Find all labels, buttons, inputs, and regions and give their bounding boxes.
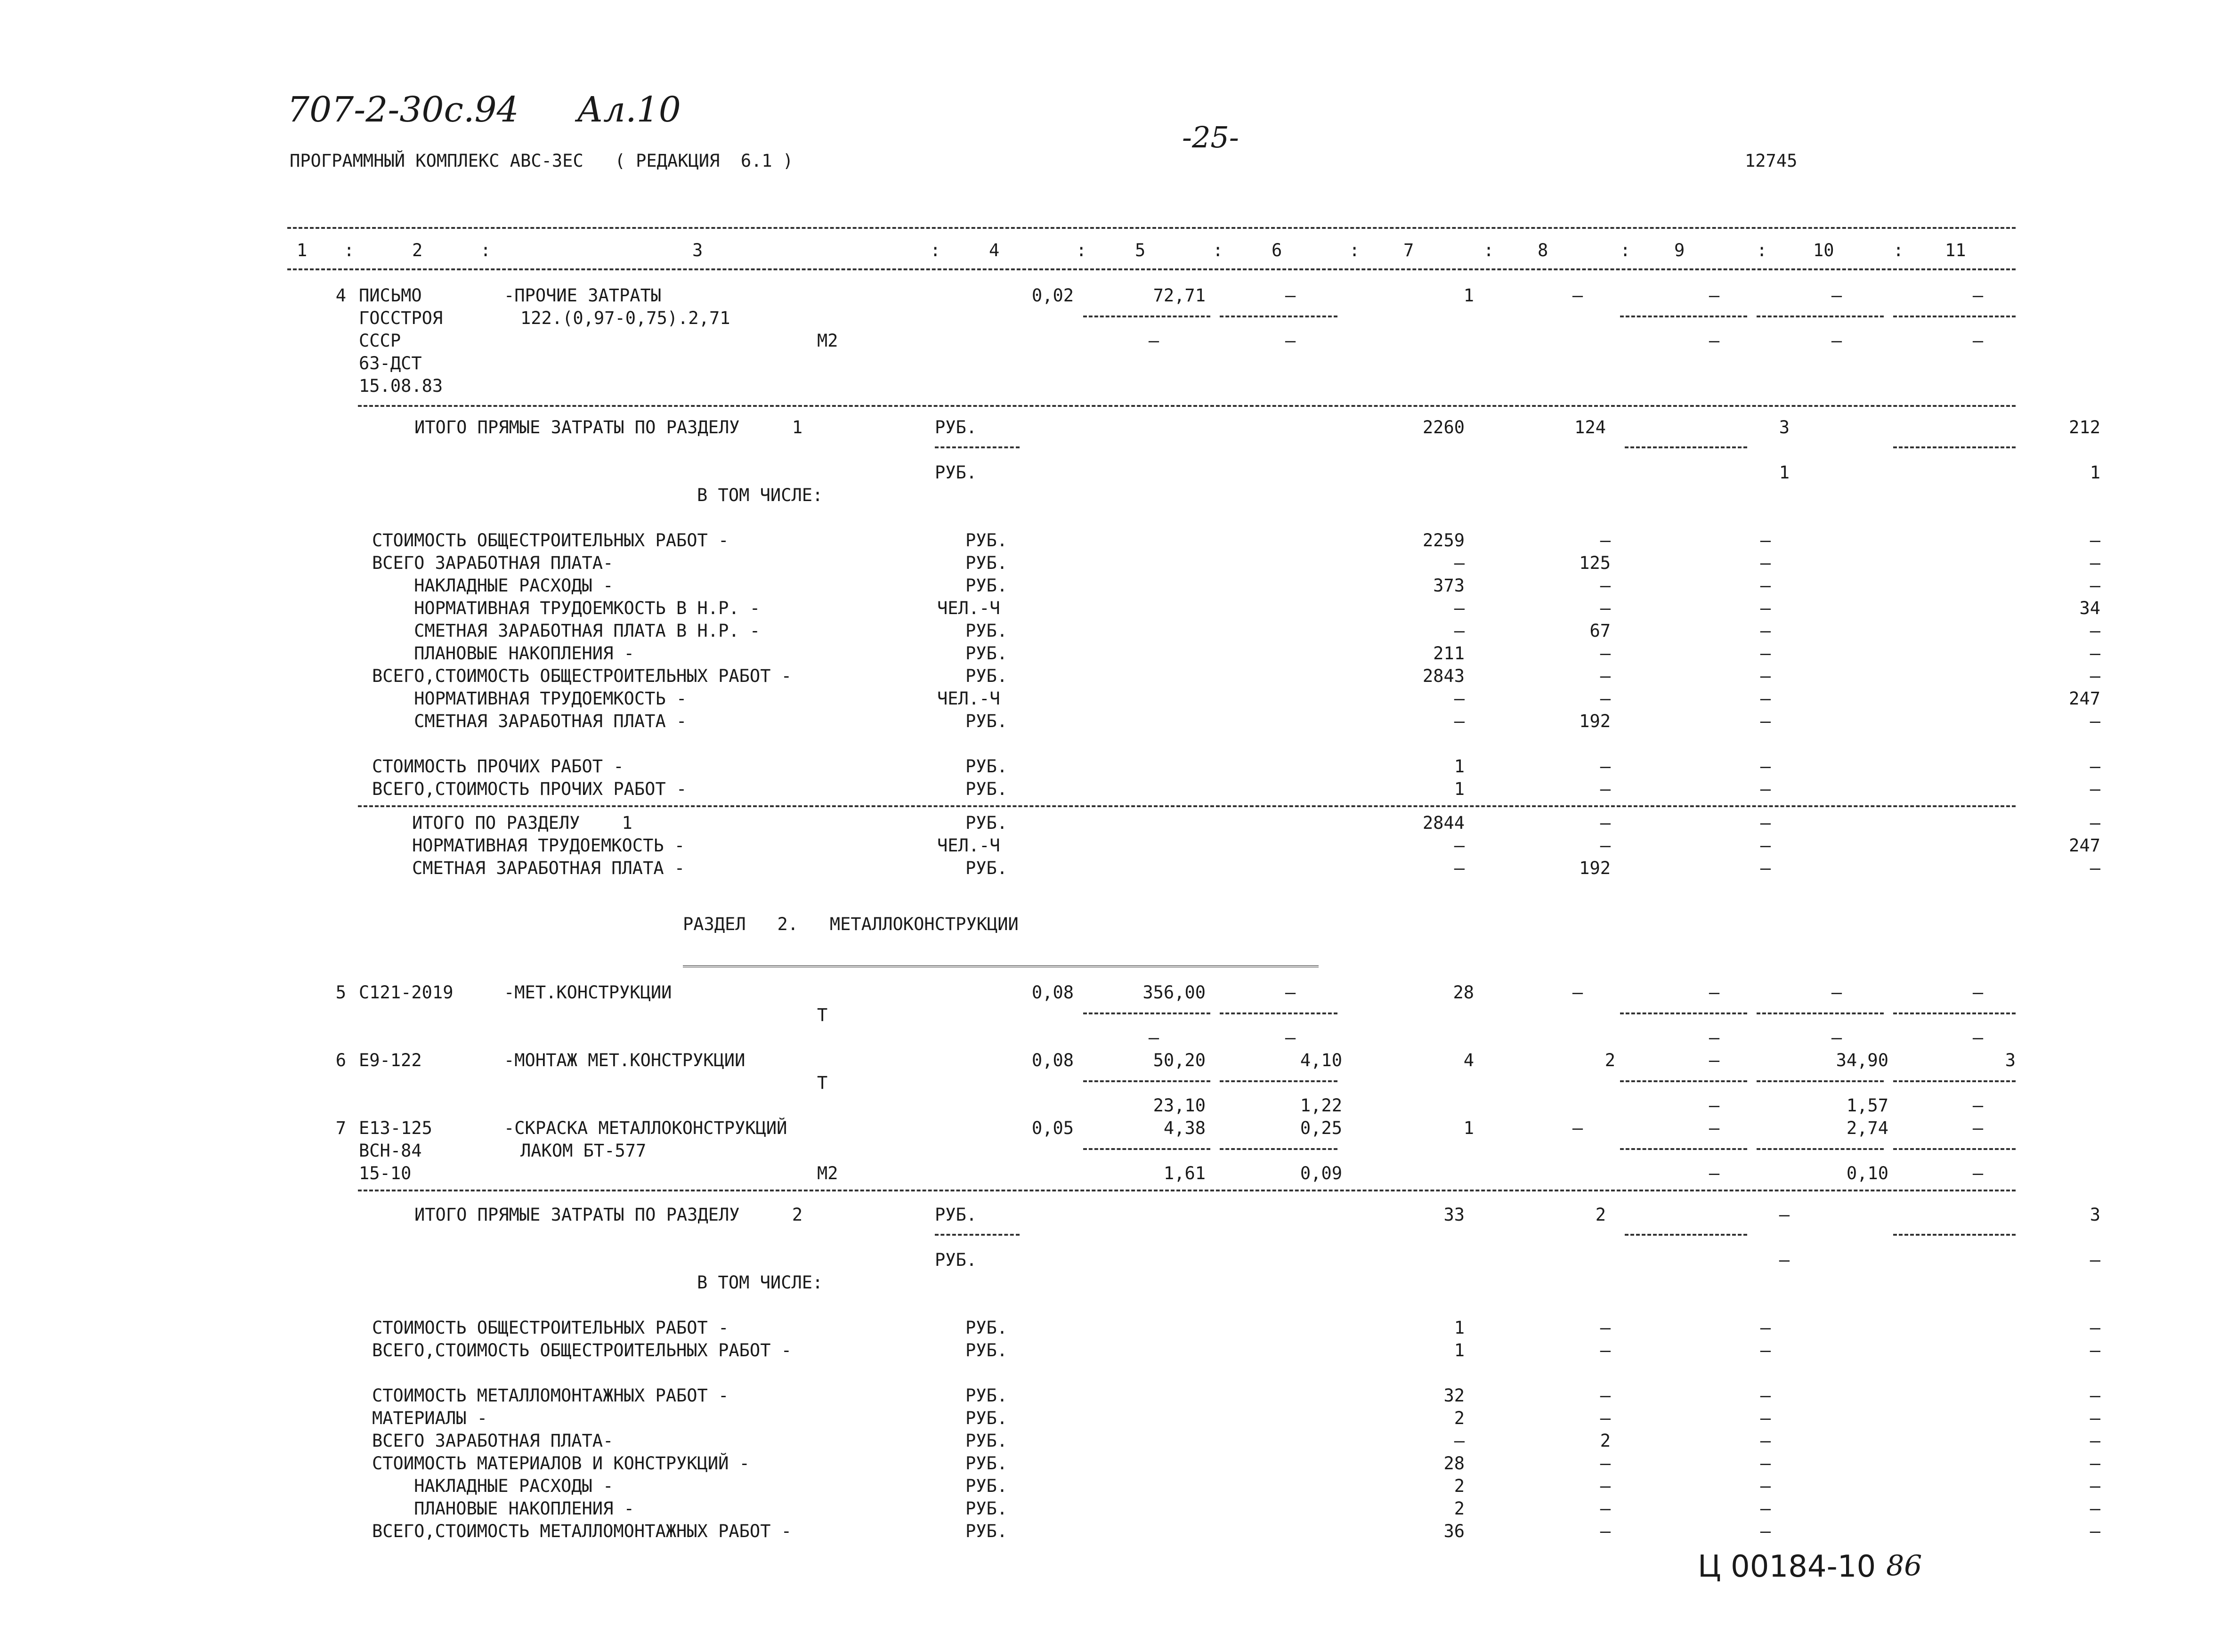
- col9-value: –: [1760, 530, 1771, 551]
- col8-value: 2: [1600, 1431, 1611, 1451]
- col9-value: –: [1709, 1050, 1720, 1070]
- work-name: -ПРОЧИЕ ЗАТРАТЫ: [504, 285, 662, 306]
- col9-value: –: [1760, 1453, 1771, 1474]
- col9-sub: –: [1709, 1163, 1720, 1183]
- summary-line-label: СТОИМОСТЬ МАТЕРИАЛОВ И КОНСТРУКЦИЙ -: [372, 1453, 750, 1474]
- summary-line-label: ВСЕГО ЗАРАБОТНАЯ ПЛАТА-: [372, 553, 614, 573]
- summary-line-label: ПЛАНОВЫЕ НАКОПЛЕНИЯ -: [372, 643, 634, 664]
- column-header-3: 3: [692, 240, 703, 260]
- unit: РУБ.: [965, 779, 1008, 799]
- work-name: -МЕТ.КОНСТРУКЦИИ: [504, 982, 672, 1003]
- section-direct-costs-label: ИТОГО ПРЯМЫЕ ЗАТРАТЫ ПО РАЗДЕЛУ 1: [414, 417, 803, 437]
- col5-sub: 23,10: [1153, 1095, 1206, 1116]
- col7-value: 373: [1433, 575, 1465, 596]
- col11-sub: –: [1972, 1095, 1984, 1116]
- col7-value: –: [1454, 1431, 1465, 1451]
- code-line: ПИСЬМО: [359, 285, 422, 306]
- col9-value: 3: [1779, 417, 1790, 437]
- column-separator: :: [480, 240, 491, 260]
- unit: РУБ.: [965, 1453, 1008, 1474]
- sub-rule: [1220, 1080, 1337, 1082]
- col8-value: –: [1600, 1453, 1611, 1474]
- col9-value: –: [1760, 643, 1771, 664]
- col7-value: 1: [1454, 779, 1465, 799]
- col11-value: –: [2090, 1476, 2100, 1496]
- col11-sub: –: [1972, 331, 1984, 351]
- col8-value: –: [1600, 835, 1611, 856]
- col6-value: 0,25: [1300, 1118, 1342, 1138]
- col11-value: –: [2090, 711, 2100, 731]
- rule: [358, 805, 2016, 807]
- col7-value: 1: [1454, 756, 1465, 777]
- doc-number: 12745: [1745, 151, 1798, 171]
- doc-code: 707-2-30с.94: [287, 89, 519, 130]
- footer-number: 86: [1886, 1549, 1922, 1582]
- col7-value: –: [1454, 598, 1465, 618]
- col9-value: –: [1760, 1408, 1771, 1428]
- col11-value: 247: [2069, 688, 2100, 709]
- unit: РУБ.: [965, 711, 1008, 731]
- col7-value: 1: [1454, 1318, 1465, 1338]
- unit: РУБ.: [965, 1340, 1008, 1360]
- col9-sub: –: [1779, 1250, 1790, 1270]
- code-line: Е13-125: [359, 1118, 432, 1138]
- col11-value: –: [1972, 982, 1984, 1003]
- summary-line-label: ВСЕГО,СТОИМОСТЬ МЕТАЛЛОМОНТАЖНЫХ РАБОТ -: [372, 1521, 792, 1541]
- col7-value: 33: [1443, 1205, 1465, 1225]
- col7-value: 1: [1454, 1340, 1465, 1360]
- sub-rule: [1757, 1012, 1884, 1014]
- unit: РУБ.: [965, 1431, 1008, 1451]
- sub-rule: [1625, 1234, 1747, 1236]
- section-direct-costs-label: ИТОГО ПРЯМЫЕ ЗАТРАТЫ ПО РАЗДЕЛУ 2: [414, 1205, 803, 1225]
- col10-value: –: [1831, 285, 1842, 306]
- unit: РУБ.: [965, 858, 1008, 878]
- column-header-5: 5: [1135, 240, 1146, 260]
- col11-value: 212: [2069, 417, 2100, 437]
- column-separator: :: [1213, 240, 1223, 260]
- work-code: С121-2019: [359, 982, 454, 1003]
- col6-sub: 0,09: [1300, 1163, 1342, 1183]
- unit: РУБ.: [965, 553, 1008, 573]
- col8-value: 2: [1595, 1205, 1606, 1225]
- col5-sub: 1,61: [1163, 1163, 1206, 1183]
- col6-value: 4,10: [1300, 1050, 1342, 1070]
- col6-sub: 1,22: [1300, 1095, 1342, 1116]
- col11-value: –: [2090, 1453, 2100, 1474]
- code-line: ГОССТРОЯ: [359, 308, 443, 328]
- col10-sub: 1,57: [1846, 1095, 1888, 1116]
- col8-value: 124: [1574, 417, 1606, 437]
- col7-value: 2844: [1422, 813, 1465, 833]
- column-header-9: 9: [1674, 240, 1685, 260]
- code-line: 63-ДСТ: [359, 353, 422, 373]
- unit: РУБ.: [935, 417, 977, 437]
- col10-sub: 0,10: [1846, 1163, 1888, 1183]
- footer-stamp: Ц 00184-10: [1698, 1549, 1876, 1584]
- col8-value: 192: [1579, 858, 1611, 878]
- col8-value: –: [1572, 285, 1583, 306]
- col11-value: –: [2090, 666, 2100, 686]
- summary-line-label: НОРМАТИВНАЯ ТРУДОЕМКОСТЬ В Н.Р. -: [372, 598, 761, 618]
- row-number: 7: [335, 1118, 346, 1138]
- sub-rule: [1893, 1012, 2016, 1014]
- code-line: 15-10: [359, 1163, 412, 1183]
- unit: РУБ.: [965, 575, 1008, 596]
- column-separator: :: [930, 240, 941, 260]
- col5-value: 72,71: [1153, 285, 1206, 306]
- col5-sub: –: [1148, 1028, 1159, 1048]
- col9-value: –: [1779, 1205, 1790, 1225]
- summary-line-label: ВСЕГО,СТОИМОСТЬ ОБЩЕСТРОИТЕЛЬНЫХ РАБОТ -: [372, 1340, 792, 1360]
- summary-line-label: СТОИМОСТЬ ОБЩЕСТРОИТЕЛЬНЫХ РАБОТ -: [372, 530, 729, 551]
- col10-sub: –: [1831, 1028, 1842, 1048]
- summary-line-label: СМЕТНАЯ ЗАРАБОТНАЯ ПЛАТА -: [372, 711, 687, 731]
- sub-rule: [1220, 1148, 1337, 1150]
- col9-value: –: [1760, 858, 1771, 878]
- column-header-11: 11: [1945, 240, 1966, 260]
- col9-value: –: [1760, 1385, 1771, 1406]
- sub-rule: [1220, 1012, 1337, 1014]
- col9-value: –: [1760, 756, 1771, 777]
- section-total-label: ИТОГО ПО РАЗДЕЛУ 1: [412, 813, 632, 833]
- col9-value: –: [1760, 1476, 1771, 1496]
- unit: ЧЕЛ.-Ч: [937, 835, 1000, 856]
- col7-value: –: [1454, 835, 1465, 856]
- col11-value: –: [2090, 1385, 2100, 1406]
- col8-value: –: [1600, 598, 1611, 618]
- col8-value: –: [1600, 1498, 1611, 1519]
- summary-line-label: НАКЛАДНЫЕ РАСХОДЫ -: [372, 1476, 614, 1496]
- col8-value: –: [1600, 813, 1611, 833]
- col7-value: –: [1454, 711, 1465, 731]
- col9-value: –: [1709, 285, 1720, 306]
- col9-value: –: [1760, 1318, 1771, 1338]
- col11-value: –: [2090, 1408, 2100, 1428]
- col9-value: –: [1760, 711, 1771, 731]
- col7-value: 2260: [1422, 417, 1465, 437]
- column-header-7: 7: [1403, 240, 1414, 260]
- unit: РУБ.: [965, 813, 1008, 833]
- col9-value: –: [1760, 1498, 1771, 1519]
- unit: РУБ.: [965, 1318, 1008, 1338]
- col11-value: 247: [2069, 835, 2100, 856]
- col8-value: –: [1600, 688, 1611, 709]
- col7-value: 4: [1463, 1050, 1474, 1070]
- col11-value: –: [2090, 858, 2100, 878]
- column-header-2: 2: [412, 240, 423, 260]
- col9-value: –: [1760, 621, 1771, 641]
- sub-rule: [1083, 1148, 1210, 1150]
- col9-value: –: [1760, 553, 1771, 573]
- col8-value: 67: [1589, 621, 1611, 641]
- col5-value: 4,38: [1163, 1118, 1206, 1138]
- unit: РУБ.: [935, 462, 977, 483]
- unit: ЧЕЛ.-Ч: [937, 688, 1000, 709]
- quantity: 0,08: [1031, 1050, 1074, 1070]
- column-separator: :: [1620, 240, 1631, 260]
- col6-value: –: [1285, 982, 1296, 1003]
- col5-value: 50,20: [1153, 1050, 1206, 1070]
- col9-value: –: [1760, 575, 1771, 596]
- col11-value: –: [2090, 756, 2100, 777]
- rule: [358, 405, 2016, 407]
- unit: РУБ.: [965, 1476, 1008, 1496]
- col9-value: –: [1760, 598, 1771, 618]
- col7-value: 2: [1454, 1408, 1465, 1428]
- rule-top: [287, 227, 2016, 229]
- column-header-1: 1: [297, 240, 308, 260]
- col7-value: 1: [1463, 1118, 1474, 1138]
- column-separator: :: [1893, 240, 1904, 260]
- col8-value: –: [1600, 1408, 1611, 1428]
- col9-value: –: [1760, 1340, 1771, 1360]
- col6-sub: –: [1285, 331, 1296, 351]
- col8-value: 2: [1604, 1050, 1615, 1070]
- col7-value: 36: [1443, 1521, 1465, 1541]
- col11-value: –: [2090, 530, 2100, 551]
- col8-value: –: [1600, 756, 1611, 777]
- col11-sub: –: [2090, 1250, 2100, 1270]
- col8-value: –: [1600, 530, 1611, 551]
- col9-value: –: [1760, 688, 1771, 709]
- col7-value: 1: [1463, 285, 1474, 306]
- col7-value: –: [1454, 621, 1465, 641]
- col9-sub: –: [1709, 1028, 1720, 1048]
- column-separator: :: [1483, 240, 1494, 260]
- column-header-6: 6: [1272, 240, 1282, 260]
- work-code: Е9-122: [359, 1050, 422, 1070]
- sub-rule: [1083, 1012, 1210, 1014]
- col7-value: 28: [1453, 982, 1474, 1003]
- col11-sub: –: [1972, 1163, 1984, 1183]
- col10-sub: –: [1831, 331, 1842, 351]
- col9-sub: –: [1709, 1095, 1720, 1116]
- col7-value: 2843: [1422, 666, 1465, 686]
- col9-value: –: [1760, 779, 1771, 799]
- unit: Т: [817, 1005, 828, 1025]
- unit: РУБ.: [965, 666, 1008, 686]
- col9-value: –: [1760, 666, 1771, 686]
- col11-value: –: [2090, 1498, 2100, 1519]
- row-number: 4: [335, 285, 346, 306]
- col6-sub: –: [1285, 1028, 1296, 1048]
- column-header-8: 8: [1538, 240, 1548, 260]
- sub-rule: [1893, 316, 2016, 317]
- sub-rule: [1220, 316, 1337, 317]
- col8-value: –: [1600, 779, 1611, 799]
- including-heading: В ТОМ ЧИСЛЕ:: [697, 1272, 823, 1293]
- col8-value: –: [1600, 1318, 1611, 1338]
- summary-line-label: СТОИМОСТЬ ПРОЧИХ РАБОТ -: [372, 756, 624, 777]
- col9-value: –: [1760, 1521, 1771, 1541]
- col8-value: –: [1600, 575, 1611, 596]
- col7-value: 211: [1433, 643, 1465, 664]
- col11-value: –: [2090, 813, 2100, 833]
- code-line: ВСН-84: [359, 1141, 422, 1161]
- col9-value: –: [1760, 813, 1771, 833]
- col9-value: –: [1760, 835, 1771, 856]
- col8-value: –: [1572, 982, 1583, 1003]
- summary-line-label: СТОИМОСТЬ ОБЩЕСТРОИТЕЛЬНЫХ РАБОТ -: [372, 1318, 729, 1338]
- col9-sub: 1: [1779, 462, 1790, 483]
- col11-value: –: [2090, 779, 2100, 799]
- sub-rule: [1893, 1234, 2016, 1236]
- sub-rule: [1083, 316, 1210, 317]
- section-total-label: СМЕТНАЯ ЗАРАБОТНАЯ ПЛАТА -: [412, 858, 685, 878]
- col10-value: 34,90: [1836, 1050, 1888, 1070]
- column-header-4: 4: [989, 240, 1000, 260]
- program-title: ПРОГРАММНЫЙ КОМПЛЕКС АВС-3ЕС ( РЕДАКЦИЯ 6.1 ): [290, 151, 794, 171]
- unit: РУБ.: [965, 1521, 1008, 1541]
- summary-line-label: ВСЕГО ЗАРАБОТНАЯ ПЛАТА-: [372, 1431, 614, 1451]
- summary-line-label: НАКЛАДНЫЕ РАСХОДЫ -: [372, 575, 614, 596]
- col7-value: –: [1454, 553, 1465, 573]
- col10-value: –: [1831, 982, 1842, 1003]
- col8-value: –: [1572, 1118, 1583, 1138]
- col11-value: –: [2090, 553, 2100, 573]
- including-heading: В ТОМ ЧИСЛЕ:: [697, 485, 823, 505]
- col5-value: 356,00: [1142, 982, 1206, 1003]
- col8-value: –: [1600, 643, 1611, 664]
- summary-line-label: МАТЕРИАЛЫ -: [372, 1408, 488, 1428]
- col7-value: 2: [1454, 1476, 1465, 1496]
- unit: Т: [817, 1073, 828, 1093]
- col7-value: –: [1454, 858, 1465, 878]
- unit: РУБ.: [965, 621, 1008, 641]
- col11-value: 34: [2079, 598, 2100, 618]
- col8-value: –: [1600, 1385, 1611, 1406]
- summary-line-label: СТОИМОСТЬ МЕТАЛЛОМОНТАЖНЫХ РАБОТ -: [372, 1385, 729, 1406]
- sub-rule: [1757, 1080, 1884, 1082]
- col11-value: 3: [2005, 1050, 2016, 1070]
- code-line: СССР: [359, 331, 401, 351]
- col11-value: –: [1972, 1118, 1984, 1138]
- sub-rule: [935, 1234, 1020, 1236]
- section-2-title: РАЗДЕЛ 2. МЕТАЛЛОКОНСТРУКЦИИ: [683, 914, 1019, 934]
- section-total-label: НОРМАТИВНАЯ ТРУДОЕМКОСТЬ -: [412, 835, 685, 856]
- sub-rule: [1757, 1148, 1884, 1150]
- quantity: 0,02: [1031, 285, 1074, 306]
- unit: РУБ.: [965, 1498, 1008, 1519]
- summary-line-label: СМЕТНАЯ ЗАРАБОТНАЯ ПЛАТА В Н.Р. -: [372, 621, 761, 641]
- col8-value: –: [1600, 1521, 1611, 1541]
- unit: РУБ.: [965, 643, 1008, 664]
- sub-rule: [1083, 1080, 1210, 1082]
- code-line: 15.08.83: [359, 376, 443, 396]
- sub-rule: [1893, 1148, 2016, 1150]
- page-number: -25-: [1182, 120, 1239, 154]
- col7-value: 2259: [1422, 530, 1465, 551]
- col11-sub: –: [1972, 1028, 1984, 1048]
- unit: РУБ.: [965, 756, 1008, 777]
- sub-rule: [1620, 1012, 1747, 1014]
- unit: РУБ.: [935, 1250, 977, 1270]
- col9-value: –: [1709, 1118, 1720, 1138]
- work-name: -МОНТАЖ МЕТ.КОНСТРУКЦИИ: [504, 1050, 745, 1070]
- col8-value: –: [1600, 1476, 1611, 1496]
- sub-rule: [1620, 1148, 1747, 1150]
- row-number: 6: [335, 1050, 346, 1070]
- col8-value: 192: [1579, 711, 1611, 731]
- col7-value: 2: [1454, 1498, 1465, 1519]
- col11-value: –: [1972, 285, 1984, 306]
- unit: РУБ.: [965, 530, 1008, 551]
- col11-value: –: [2090, 575, 2100, 596]
- column-header-10: 10: [1813, 240, 1834, 260]
- col7-value: –: [1454, 688, 1465, 709]
- col11-value: –: [2090, 1340, 2100, 1360]
- col7-value: 32: [1443, 1385, 1465, 1406]
- sub-rule: [1620, 1080, 1747, 1082]
- unit: ЧЕЛ.-Ч: [937, 598, 1000, 618]
- work-name-line2: ЛАКОМ БТ-577: [520, 1141, 647, 1161]
- col8-value: –: [1600, 666, 1611, 686]
- rule: [358, 1190, 2016, 1191]
- rule-header-bottom: [287, 268, 2016, 270]
- section-underline: [683, 965, 1319, 967]
- col9-value: –: [1760, 1431, 1771, 1451]
- col6-value: –: [1285, 285, 1296, 306]
- col8-value: –: [1600, 1340, 1611, 1360]
- col11-sub: 1: [2090, 462, 2100, 483]
- col10-value: 2,74: [1846, 1118, 1888, 1138]
- sub-rule: [935, 446, 1020, 448]
- quantity: 0,05: [1031, 1118, 1074, 1138]
- summary-line-label: НОРМАТИВНАЯ ТРУДОЕМКОСТЬ -: [372, 688, 687, 709]
- unit: РУБ.: [965, 1385, 1008, 1406]
- work-name: -СКРАСКА МЕТАЛЛОКОНСТРУКЦИЙ: [504, 1118, 787, 1138]
- column-separator: :: [1757, 240, 1767, 260]
- unit: РУБ.: [935, 1205, 977, 1225]
- unit: М2: [817, 331, 838, 351]
- col7-value: 28: [1443, 1453, 1465, 1474]
- col11-value: –: [2090, 643, 2100, 664]
- doc-album: Ал.10: [577, 89, 681, 130]
- col9-sub: –: [1709, 331, 1720, 351]
- col8-value: 125: [1579, 553, 1611, 573]
- unit: РУБ.: [965, 1408, 1008, 1428]
- sub-rule: [1620, 316, 1747, 317]
- summary-line-label: ВСЕГО,СТОИМОСТЬ ПРОЧИХ РАБОТ -: [372, 779, 687, 799]
- col11-value: –: [2090, 1521, 2100, 1541]
- column-separator: :: [1076, 240, 1087, 260]
- col11-value: –: [2090, 1431, 2100, 1451]
- unit: М2: [817, 1163, 838, 1183]
- col11-value: –: [2090, 621, 2100, 641]
- sub-rule: [1625, 446, 1747, 448]
- column-separator: :: [344, 240, 355, 260]
- row-number: 5: [335, 982, 346, 1003]
- col11-value: –: [2090, 1318, 2100, 1338]
- column-separator: :: [1349, 240, 1360, 260]
- sub-rule: [1757, 316, 1884, 317]
- col5-sub: –: [1148, 331, 1159, 351]
- sub-rule: [1893, 1080, 2016, 1082]
- quantity: 0,08: [1031, 982, 1074, 1003]
- summary-line-label: ПЛАНОВЫЕ НАКОПЛЕНИЯ -: [372, 1498, 634, 1519]
- col9-value: –: [1709, 982, 1720, 1003]
- col11-value: 3: [2090, 1205, 2100, 1225]
- sub-rule: [1893, 446, 2016, 448]
- work-formula: 122.(0,97-0,75).2,71: [520, 308, 730, 328]
- summary-line-label: ВСЕГО,СТОИМОСТЬ ОБЩЕСТРОИТЕЛЬНЫХ РАБОТ -: [372, 666, 792, 686]
